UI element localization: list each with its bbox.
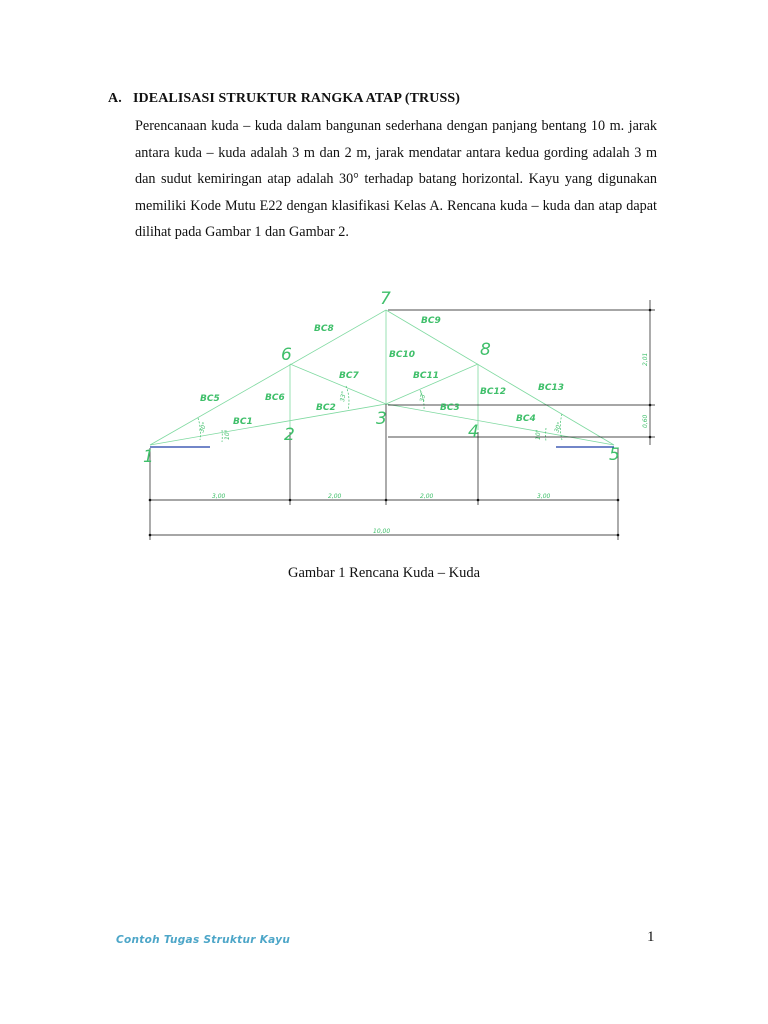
node-1-label: 1 [143,447,154,467]
member-bc4-label: BC4 [516,414,536,424]
angle-label-4: 33° [419,390,427,403]
node-8-label: 8 [480,340,491,360]
angle-label-6: 10° [535,429,542,440]
diagonal-left [290,364,386,404]
node-4-label: 4 [468,422,479,442]
section-title: IDEALISASI STRUKTUR RANGKA ATAP (TRUSS) [133,91,461,106]
member-bc3-label: BC3 [440,403,460,413]
dim-seg4: 3,00 [537,493,551,500]
footer-text: Contoh Tugas Struktur Kayu [116,934,291,946]
member-bc7-label: BC7 [339,371,359,381]
member-bc12-label: BC12 [480,387,506,397]
dimension-lines [150,300,655,540]
member-bc1-label: BC1 [233,417,253,427]
member-bc13-label: BC13 [538,383,564,393]
dim-total: 10,00 [373,528,391,535]
member-bc11-label: BC11 [413,371,439,381]
node-6-label: 6 [281,345,292,365]
angle-label-1: 30° [198,421,209,434]
member-bc10-label: BC10 [389,350,415,360]
member-bc8-label: BC8 [314,324,334,334]
member-bc2-label: BC2 [316,403,336,413]
body-paragraph: Perencanaan kuda – kuda dalam bangunan sederhana dengan panjang bentang 10 m. jarak antara kuda – kuda adalah 3 m dan 2 m, jarak mendatar antara kedua gording adalah 3 m dan sudut kemiringan atap adalah 30° terhadap batang horizontal. Kayu yang digunakan memiliki Kode Mutu E22 dengan klasifikasi Kelas A. Rencana kuda – kuda dan atap dapat dilihat pada Gambar 1 dan Gambar 2. [135,118,657,240]
member-bc5-label: BC5 [200,394,220,404]
node-2-label: 2 [284,425,295,445]
dim-height-top: 2,01 [642,352,649,366]
figure-caption: Gambar 1 Rencana Kuda – Kuda [287,565,481,581]
dim-height-bottom: 0,60 [642,414,649,428]
node-5-label: 5 [609,445,620,465]
member-bc6-label: BC6 [265,393,285,403]
angle-label-2: 10° [224,429,231,440]
node-3-label: 3 [376,409,387,429]
angle-label-5: 30° [553,421,564,434]
dim-seg1: 3,00 [212,493,226,500]
member-bc9-label: BC9 [421,316,441,326]
dim-seg2: 2,00 [328,493,342,500]
page-number: 1 [647,929,655,945]
node-7-label: 7 [380,289,391,309]
section-number: A. [108,91,122,106]
diagonal-right [386,364,478,404]
angle-label-3: 33° [339,390,348,403]
dim-seg3: 2,00 [420,493,434,500]
